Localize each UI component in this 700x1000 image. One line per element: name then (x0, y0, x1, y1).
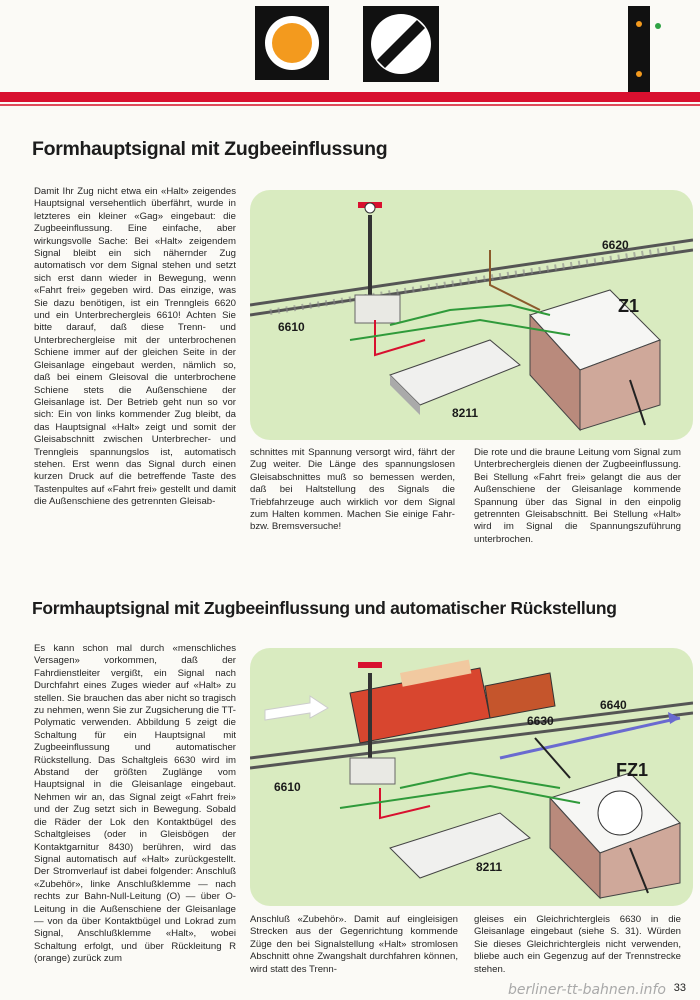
section2-title: Formhauptsignal mit Zugbeeinflussung und automatischer Rückstellung (32, 598, 617, 618)
section1-column-3: Die rote und die braune Leitung vom Signal zum Unterbrechergleis dienen der Zugbeeinflussung. Bei Stellung «Fahrt frei» gelangt die aus der Außenschiene der Gleisanlage kommende Spannung über das Signal in den einpolig getrennten Gleisabschnitt. Bei Stellung «Halt» wird im Signal die Spannungszuführung unterbrochen. (474, 447, 681, 545)
section2-column-3: gleises ein Gleichrichtergleis 6630 in die Gleisanlage eingebaut (siehe S. 31). Würden Sie dieses Gleichrichtergleis nicht verwenden, bliebe auch ein Gegenzug auf der Trennstrecke stehen. (474, 914, 681, 975)
section2-column-2: Anschluß «Zubehör». Damit auf eingleisigen Strecken aus der Gegenrichtung kommende Züge den bei Signalstellung «Halt» stromlosen Abschnitt ohne Zwangshalt durchfahren können, wird statt des Trenn- (250, 914, 458, 975)
label-track-6610: 6610 (278, 320, 305, 334)
label-switch-8211-2: 8211 (476, 860, 503, 874)
section2-diagram (250, 648, 693, 906)
header-red-bar (0, 92, 700, 102)
section1-column-1: Damit Ihr Zug nicht etwa ein «Halt» zeigendes Hauptsignal versehentlich überfährt, wurde in letzteres ein kleiner «Gag» eingebaut: die Zugbeeinflussung. Eine einfache, aber wirkungsvolle Sache: Bei «Halt» zeigendem Signal bleibt ein sich nähernder Zug automatisch vor dem Signal stehen und setzt sich erst dann wieder in Bewegung, wenn «Fahrt frei» gegeben wird. Das einzige, was Sie dazu benötigen, ist ein Trenngleis 6620 und ein Unterbrechergleis 6610! Achten Sie bitte darauf, daß diese Trenn- und Unterbrechergleise mit der unterbrochenen Schiene immer auf der gleichen Seite in der Gleisanlage eingebaut werden, nämlich so, daß bei einem Gleisoval die unterbrochene Schiene stets die Außenschiene der Gleisanlage ist. Der Betrieb geht nun so vor sich: Ein von links kommender Zug bleibt, da das Hauptsignal «Halt» zeigt und somit der Gleisabschnitt zwischen Unterbrecher- und Trenngleis spannungslos ist, automatisch stehen. Erst wenn das Signal durch einen kurzen Druck auf die betreffende Taste des Tastenpultes auf «Fahrt frei» gestellt und damit die Außenschiene des getrennten Gleisab- (34, 186, 236, 508)
section2-column-1: Es kann schon mal durch «menschliches Versagen» vorkommen, daß der Fahrdienstleiter vergißt, ein Signal nach Durchfahrt eines Zuges wieder auf «Halt» zu stellen. Sie brauchen das aber nicht so tragisch zu nehmen, wenn Sie zur Zugsicherung die TT-Polymatic verwenden. Abbildung 5 zeigt die Schaltung für ein Hauptsignal mit Zugbeeinflussung und automatischer Rückstellung. Das Schaltgleis 6630 wird im Abstand der größten Zuglänge vom Hauptsignal in die Gleisanlage eingebaut. Nehmen wir an, das Signal zeigt «Fahrt frei» und der Zug setzt sich in Bewegung. Sobald die Räder der Lok den Kontaktbügel des Schaltgleises (oder in Gleisbögen der Kontaktgarnitur 8430) berühren, wird das Signal automatisch auf «Halt» zurückgestellt. Der Stromverlauf ist dabei folgender: Anschluß «Zubehör», linke Anschlußklemme — nach rechts zur Bahn-Null-Leitung (O) — über O-Leitung in die Außenschiene der Gleisanlage — von da über Kontaktbügel und Lokrad zum Signal, Anschlußklemme «Halt», wobei Schaltung erfolgt, und über Rückleitung R (orange) zurück zum (34, 643, 236, 965)
label-switch-8211: 8211 (452, 406, 479, 420)
page-number: 33 (673, 982, 686, 994)
label-control-z1: Z1 (618, 296, 640, 316)
label-track-6610-2: 6610 (274, 780, 301, 794)
label-track-6640: 6640 (600, 698, 627, 712)
section1-title: Formhauptsignal mit Zugbeeinflussung (32, 138, 388, 160)
label-track-6620: 6620 (602, 238, 629, 252)
label-track-6630: 6630 (527, 714, 554, 728)
header-red-line (0, 104, 700, 106)
section1-column-2: schnittes mit Spannung versorgt wird, fährt der Zug weiter. Die Länge des spannungslosen Gleisabschnittes muß so bemessen werden, daß bei Haltstellung des Signals die Triebfahrzeuge auch wirklich vor dem Signal zum Halten kommen. Machen Sie einige Fahr-bzw. Bremsversuche! (250, 447, 455, 533)
section1-diagram (250, 190, 693, 440)
watermark: berliner-tt-bahnen.info (508, 982, 666, 998)
label-control-fz1: FZ1 (616, 760, 649, 780)
signal-icon-lights (628, 6, 688, 92)
signal-icon-diagonal (363, 6, 439, 82)
signal-icon-orange (255, 6, 329, 80)
